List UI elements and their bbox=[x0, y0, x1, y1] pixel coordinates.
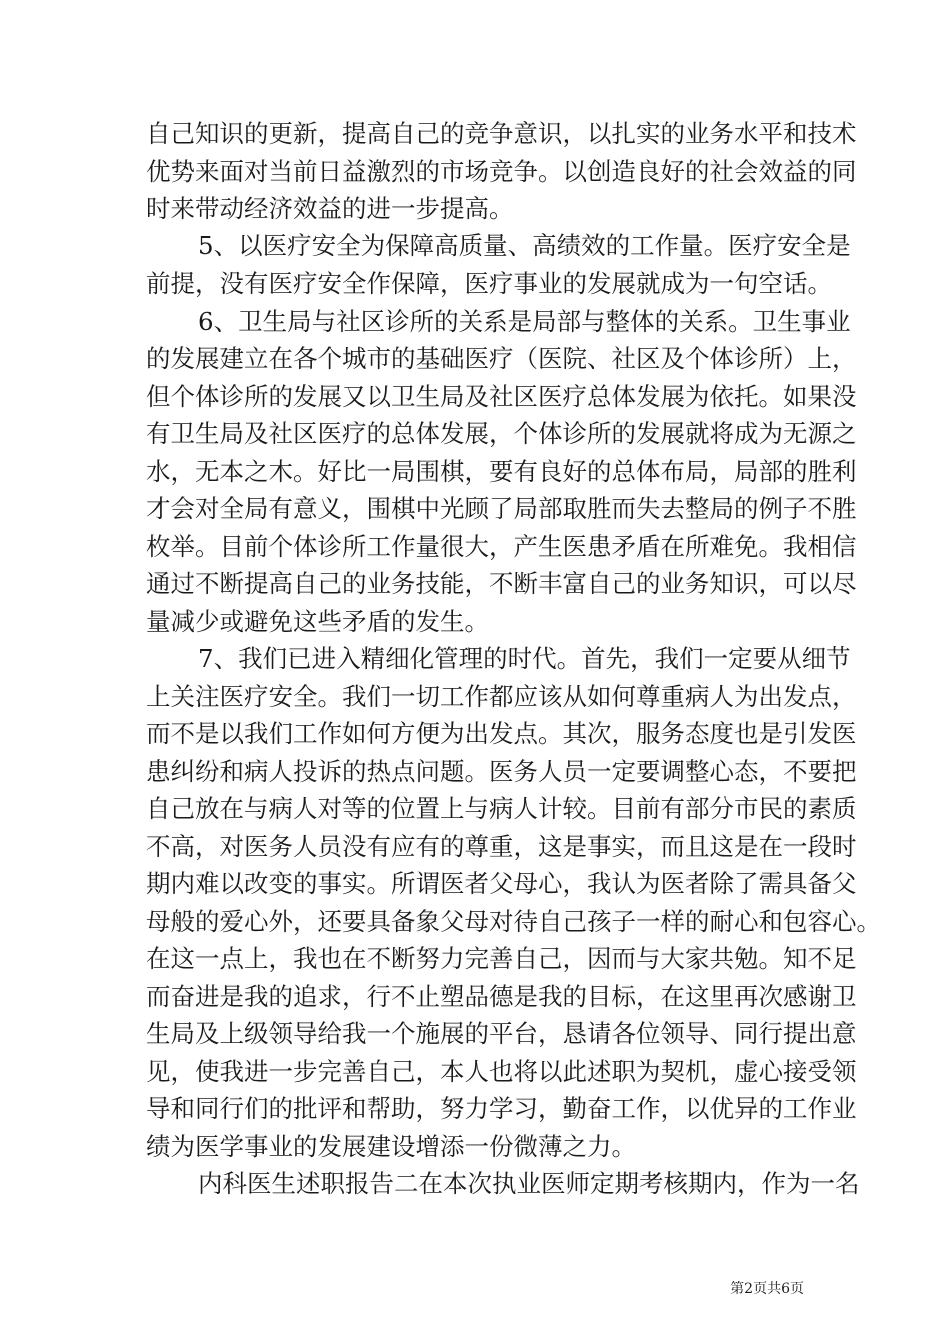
text-line: 有卫生局及社区医疗的总体发展，个体诊所的发展就将成为无源之 bbox=[146, 419, 857, 448]
text-line: 患纠纷和病人投诉的热点问题。医务人员一定要调整心态，不要把 bbox=[146, 757, 857, 786]
text-line: 绩为医学事业的发展建设增添一份微薄之力。 bbox=[146, 1132, 636, 1161]
text-line: 不高，对医务人员没有应有的尊重，这是事实，而且这是在一段时 bbox=[146, 832, 857, 861]
paragraph-start-line: 内科医生述职报告二在本次执业医师定期考核期内，作为一名 bbox=[198, 1169, 860, 1198]
text-line: 水，无本之木。好比一局围棋，要有良好的总体布局，局部的胜利 bbox=[146, 457, 857, 486]
text-line: 但个体诊所的发展又以卫生局及社区医疗总体发展为依托。如果没 bbox=[146, 382, 857, 411]
text-line: 母般的爱心外，还要具备象父母对待自己孩子一样的耐心和包容心。 bbox=[146, 907, 881, 936]
text-line: 时来带动经济效益的进一步提高。 bbox=[146, 194, 514, 223]
text-line: 导和同行们的批评和帮助，努力学习，勤奋工作，以优异的工作业 bbox=[146, 1094, 857, 1123]
text-line: 自己放在与病人对等的位置上与病人计较。目前有部分市民的素质 bbox=[146, 794, 857, 823]
text-line: 量减少或避免这些矛盾的发生。 bbox=[146, 607, 489, 636]
text-line: 而奋进是我的追求，行不止塑品德是我的目标，在这里再次感谢卫 bbox=[146, 982, 857, 1011]
text-line: 生局及上级领导给我一个施展的平台，恳请各位领导、同行提出意 bbox=[146, 1019, 857, 1048]
text-line: 而不是以我们工作如何方便为出发点。其次，服务态度也是引发医 bbox=[146, 719, 857, 748]
text-line: 上关注医疗安全。我们一切工作都应该从如何尊重病人为出发点， bbox=[146, 682, 857, 711]
paragraph-start-line: 6、卫生局与社区诊所的关系是局部与整体的关系。卫生事业 bbox=[198, 307, 851, 336]
page-number-footer: 第2页共6页 bbox=[730, 1281, 804, 1297]
text-line: 在这一点上，我也在不断努力完善自己，因而与大家共勉。知不足 bbox=[146, 944, 857, 973]
text-line: 才会对全局有意义，围棋中光顾了局部取胜而失去整局的例子不胜 bbox=[146, 494, 857, 523]
text-line: 见，使我进一步完善自己，本人也将以此述职为契机，虚心接受领 bbox=[146, 1057, 857, 1086]
paragraph-start-line: 7、我们已进入精细化管理的时代。首先，我们一定要从细节 bbox=[198, 644, 851, 673]
text-line: 优势来面对当前日益激烈的市场竞争。以创造良好的社会效益的同 bbox=[146, 157, 857, 186]
text-line: 通过不断提高自己的业务技能，不断丰富自己的业务知识，可以尽 bbox=[146, 569, 857, 598]
text-line: 的发展建立在各个城市的基础医疗（医院、社区及个体诊所）上， bbox=[146, 344, 857, 373]
paragraph-start-line: 5、以医疗安全为保障高质量、高绩效的工作量。医疗安全是 bbox=[198, 231, 851, 260]
text-line: 期内难以改变的事实。所谓医者父母心，我认为医者除了需具备父 bbox=[146, 869, 857, 898]
text-line: 自己知识的更新，提高自己的竞争意识，以扎实的业务水平和技术 bbox=[146, 119, 857, 148]
text-line: 枚举。目前个体诊所工作量很大，产生医患矛盾在所难免。我相信 bbox=[146, 532, 857, 561]
text-line: 前提，没有医疗安全作保障，医疗事业的发展就成为一句空话。 bbox=[146, 269, 832, 298]
